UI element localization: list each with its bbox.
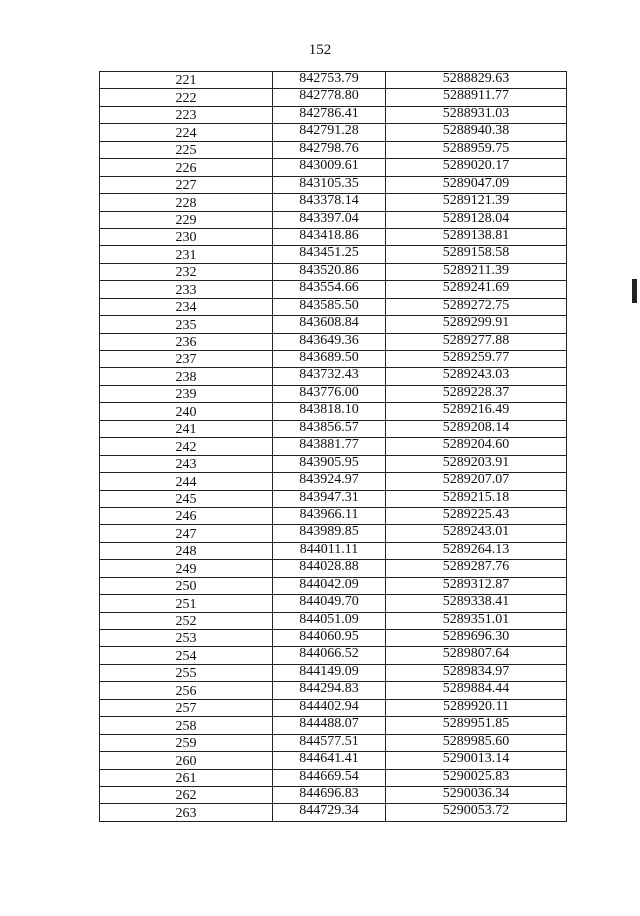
y-coordinate-cell: 5289047.09 xyxy=(386,176,567,193)
table-row xyxy=(100,612,567,629)
y-coordinate-cell: 5289204.60 xyxy=(386,438,567,455)
point-number-cell: 260 xyxy=(100,752,273,769)
x-coordinate-cell: 844051.09 xyxy=(273,612,386,629)
y-coordinate-cell: 5289121.39 xyxy=(386,194,567,211)
table-row xyxy=(100,351,567,368)
x-coordinate-cell: 844011.11 xyxy=(273,542,386,559)
table-row xyxy=(100,194,567,211)
x-coordinate-cell: 844729.34 xyxy=(273,804,386,821)
x-coordinate-cell: 843989.85 xyxy=(273,525,386,542)
table-row xyxy=(100,403,567,420)
x-coordinate-cell: 844149.09 xyxy=(273,664,386,681)
point-number-cell: 227 xyxy=(100,176,273,193)
table-row xyxy=(100,298,567,315)
point-number-cell: 244 xyxy=(100,473,273,490)
table-row xyxy=(100,316,567,333)
point-number-cell: 223 xyxy=(100,106,273,123)
point-number-cell: 258 xyxy=(100,717,273,734)
point-number-cell: 254 xyxy=(100,647,273,664)
table-row xyxy=(100,228,567,245)
y-coordinate-cell: 5288931.03 xyxy=(386,106,567,123)
y-coordinate-cell: 5289158.58 xyxy=(386,246,567,263)
x-coordinate-cell: 843776.00 xyxy=(273,385,386,402)
x-coordinate-cell: 844488.07 xyxy=(273,717,386,734)
point-number-cell: 224 xyxy=(100,124,273,141)
point-number-cell: 247 xyxy=(100,525,273,542)
x-coordinate-cell: 844402.94 xyxy=(273,699,386,716)
y-coordinate-cell: 5289277.88 xyxy=(386,333,567,350)
x-coordinate-cell: 844028.88 xyxy=(273,560,386,577)
table-row xyxy=(100,72,567,89)
y-coordinate-cell: 5288959.75 xyxy=(386,141,567,158)
table-row xyxy=(100,560,567,577)
x-coordinate-cell: 842778.80 xyxy=(273,89,386,106)
x-coordinate-cell: 843947.31 xyxy=(273,490,386,507)
y-coordinate-cell: 5289207.07 xyxy=(386,473,567,490)
y-coordinate-cell: 5289884.44 xyxy=(386,682,567,699)
table-row xyxy=(100,159,567,176)
table-row xyxy=(100,438,567,455)
y-coordinate-cell: 5289287.76 xyxy=(386,560,567,577)
table-row xyxy=(100,734,567,751)
point-number-cell: 239 xyxy=(100,385,273,402)
y-coordinate-cell: 5289807.64 xyxy=(386,647,567,664)
table-row xyxy=(100,542,567,559)
point-number-cell: 241 xyxy=(100,420,273,437)
table-row xyxy=(100,804,567,821)
y-coordinate-cell: 5289264.13 xyxy=(386,542,567,559)
table-row xyxy=(100,106,567,123)
x-coordinate-cell: 843966.11 xyxy=(273,507,386,524)
x-coordinate-cell: 843608.84 xyxy=(273,316,386,333)
x-coordinate-cell: 843689.50 xyxy=(273,351,386,368)
table-row xyxy=(100,141,567,158)
y-coordinate-cell: 5289208.14 xyxy=(386,420,567,437)
point-number-cell: 238 xyxy=(100,368,273,385)
point-number-cell: 235 xyxy=(100,316,273,333)
point-number-cell: 242 xyxy=(100,438,273,455)
y-coordinate-cell: 5289834.97 xyxy=(386,664,567,681)
point-number-cell: 263 xyxy=(100,804,273,821)
x-coordinate-cell: 844042.09 xyxy=(273,577,386,594)
x-coordinate-cell: 843856.57 xyxy=(273,420,386,437)
table-row xyxy=(100,473,567,490)
x-coordinate-cell: 842798.76 xyxy=(273,141,386,158)
edge-scan-mark xyxy=(632,279,637,303)
x-coordinate-cell: 844066.52 xyxy=(273,647,386,664)
table-row xyxy=(100,682,567,699)
x-coordinate-cell: 843881.77 xyxy=(273,438,386,455)
y-coordinate-cell: 5289241.69 xyxy=(386,281,567,298)
table-row xyxy=(100,420,567,437)
x-coordinate-cell: 843451.25 xyxy=(273,246,386,263)
coordinates-table xyxy=(99,71,567,822)
table-row xyxy=(100,333,567,350)
table-row xyxy=(100,281,567,298)
table-row xyxy=(100,176,567,193)
x-coordinate-cell: 843378.14 xyxy=(273,194,386,211)
y-coordinate-cell: 5289138.81 xyxy=(386,228,567,245)
point-number-cell: 233 xyxy=(100,281,273,298)
y-coordinate-cell: 5289696.30 xyxy=(386,630,567,647)
table-row xyxy=(100,577,567,594)
x-coordinate-cell: 844696.83 xyxy=(273,786,386,803)
table-row xyxy=(100,385,567,402)
point-number-cell: 262 xyxy=(100,786,273,803)
point-number-cell: 259 xyxy=(100,734,273,751)
point-number-cell: 240 xyxy=(100,403,273,420)
y-coordinate-cell: 5289951.85 xyxy=(386,717,567,734)
y-coordinate-cell: 5289211.39 xyxy=(386,263,567,280)
y-coordinate-cell: 5290025.83 xyxy=(386,769,567,786)
point-number-cell: 225 xyxy=(100,141,273,158)
point-number-cell: 246 xyxy=(100,507,273,524)
point-number-cell: 245 xyxy=(100,490,273,507)
x-coordinate-cell: 842753.79 xyxy=(273,72,386,89)
y-coordinate-cell: 5289272.75 xyxy=(386,298,567,315)
point-number-cell: 237 xyxy=(100,351,273,368)
table-row xyxy=(100,246,567,263)
y-coordinate-cell: 5289299.91 xyxy=(386,316,567,333)
x-coordinate-cell: 843554.66 xyxy=(273,281,386,298)
y-coordinate-cell: 5288911.77 xyxy=(386,89,567,106)
y-coordinate-cell: 5289920.11 xyxy=(386,699,567,716)
table-row xyxy=(100,752,567,769)
point-number-cell: 251 xyxy=(100,595,273,612)
table-row xyxy=(100,699,567,716)
table-row xyxy=(100,717,567,734)
y-coordinate-cell: 5289215.18 xyxy=(386,490,567,507)
point-number-cell: 257 xyxy=(100,699,273,716)
y-coordinate-cell: 5290053.72 xyxy=(386,804,567,821)
point-number-cell: 234 xyxy=(100,298,273,315)
x-coordinate-cell: 843418.86 xyxy=(273,228,386,245)
x-coordinate-cell: 842786.41 xyxy=(273,106,386,123)
x-coordinate-cell: 844060.95 xyxy=(273,630,386,647)
table-row xyxy=(100,89,567,106)
x-coordinate-cell: 844641.41 xyxy=(273,752,386,769)
point-number-cell: 261 xyxy=(100,769,273,786)
y-coordinate-cell: 5289228.37 xyxy=(386,385,567,402)
table-row xyxy=(100,507,567,524)
y-coordinate-cell: 5289243.03 xyxy=(386,368,567,385)
y-coordinate-cell: 5289225.43 xyxy=(386,507,567,524)
point-number-cell: 248 xyxy=(100,542,273,559)
x-coordinate-cell: 843009.61 xyxy=(273,159,386,176)
point-number-cell: 250 xyxy=(100,577,273,594)
y-coordinate-cell: 5289312.87 xyxy=(386,577,567,594)
x-coordinate-cell: 844669.54 xyxy=(273,769,386,786)
table-row xyxy=(100,455,567,472)
y-coordinate-cell: 5289243.01 xyxy=(386,525,567,542)
x-coordinate-cell: 844294.83 xyxy=(273,682,386,699)
y-coordinate-cell: 5289128.04 xyxy=(386,211,567,228)
x-coordinate-cell: 843397.04 xyxy=(273,211,386,228)
point-number-cell: 232 xyxy=(100,263,273,280)
point-number-cell: 231 xyxy=(100,246,273,263)
table-row xyxy=(100,525,567,542)
x-coordinate-cell: 843649.36 xyxy=(273,333,386,350)
table-row xyxy=(100,263,567,280)
y-coordinate-cell: 5288940.38 xyxy=(386,124,567,141)
table-row xyxy=(100,368,567,385)
point-number-cell: 222 xyxy=(100,89,273,106)
point-number-cell: 249 xyxy=(100,560,273,577)
x-coordinate-cell: 843105.35 xyxy=(273,176,386,193)
y-coordinate-cell: 5289203.91 xyxy=(386,455,567,472)
table-row xyxy=(100,595,567,612)
y-coordinate-cell: 5289259.77 xyxy=(386,351,567,368)
point-number-cell: 230 xyxy=(100,228,273,245)
point-number-cell: 226 xyxy=(100,159,273,176)
point-number-cell: 253 xyxy=(100,630,273,647)
table-row xyxy=(100,630,567,647)
point-number-cell: 236 xyxy=(100,333,273,350)
table-row xyxy=(100,647,567,664)
table-row xyxy=(100,490,567,507)
point-number-cell: 256 xyxy=(100,682,273,699)
y-coordinate-cell: 5289351.01 xyxy=(386,612,567,629)
table-row xyxy=(100,786,567,803)
page-number: 152 xyxy=(308,42,332,58)
coordinates-table-body xyxy=(100,72,567,822)
y-coordinate-cell: 5289338.41 xyxy=(386,595,567,612)
point-number-cell: 229 xyxy=(100,211,273,228)
y-coordinate-cell: 5290013.14 xyxy=(386,752,567,769)
table-row xyxy=(100,664,567,681)
point-number-cell: 243 xyxy=(100,455,273,472)
x-coordinate-cell: 844049.70 xyxy=(273,595,386,612)
y-coordinate-cell: 5289216.49 xyxy=(386,403,567,420)
x-coordinate-cell: 843732.43 xyxy=(273,368,386,385)
point-number-cell: 255 xyxy=(100,664,273,681)
point-number-cell: 228 xyxy=(100,194,273,211)
x-coordinate-cell: 844577.51 xyxy=(273,734,386,751)
table-row xyxy=(100,211,567,228)
x-coordinate-cell: 843924.97 xyxy=(273,473,386,490)
point-number-cell: 252 xyxy=(100,612,273,629)
y-coordinate-cell: 5290036.34 xyxy=(386,786,567,803)
x-coordinate-cell: 843585.50 xyxy=(273,298,386,315)
y-coordinate-cell: 5289985.60 xyxy=(386,734,567,751)
x-coordinate-cell: 843905.95 xyxy=(273,455,386,472)
point-number-cell: 221 xyxy=(100,72,273,89)
x-coordinate-cell: 843818.10 xyxy=(273,403,386,420)
x-coordinate-cell: 842791.28 xyxy=(273,124,386,141)
table-row xyxy=(100,124,567,141)
y-coordinate-cell: 5288829.63 xyxy=(386,72,567,89)
y-coordinate-cell: 5289020.17 xyxy=(386,159,567,176)
table-row xyxy=(100,769,567,786)
x-coordinate-cell: 843520.86 xyxy=(273,263,386,280)
